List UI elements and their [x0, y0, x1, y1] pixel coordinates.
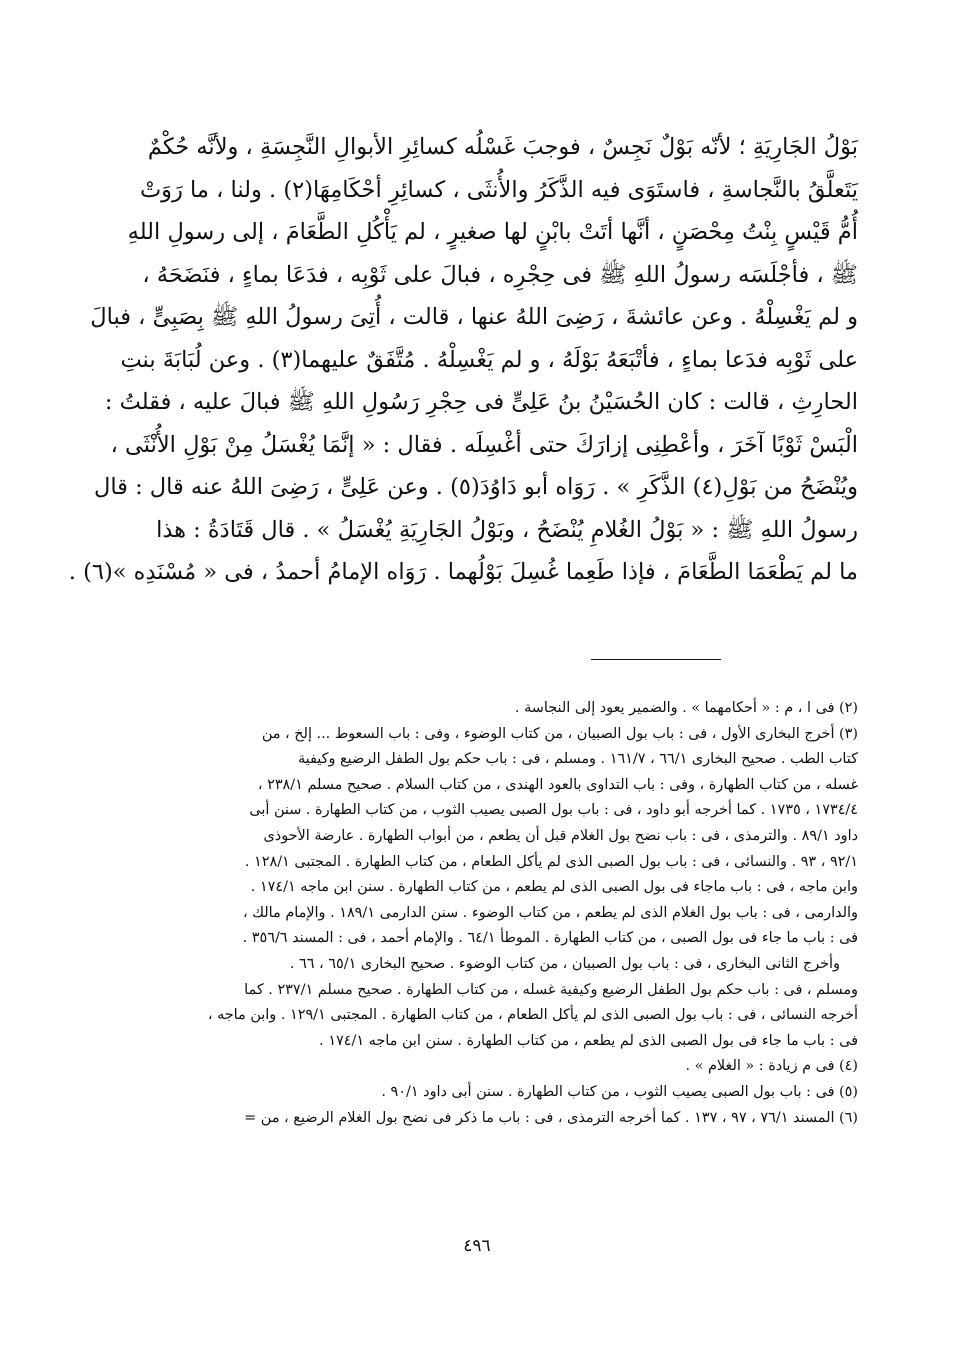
footnote-line: وأخرج الثانى البخارى ، فى : باب بول الصبيان ، من كتاب الوضوء . صحيح البخارى ٦٥/١ ، ٦٦ .	[289, 955, 840, 972]
footnote-line: فى : باب ما جاء فى بول الصبى ، من كتاب الطهارة . الموطأ ٦٤/١ . والإمام أحمد ، فى : المسند ٣٥٦/٦ .	[242, 930, 858, 947]
footnote-line: ٩٢/١ ، ٩٣ . والنسائى ، فى : باب بول الصبى الذى لم يأكل الطعام ، من كتاب الطهارة . المجتبى ١٢٨/١ .	[244, 853, 858, 870]
footnote-line: كتاب الطب . صحيح البخارى ٦٦/١ ، ١٦١/٧ . ومسلم ، فى : باب حكم بول الطفل الرضيع وكيفية	[297, 751, 858, 768]
footnotes-block	[128, 696, 858, 1131]
main-text-line: ما لم يَطْعَمَا الطَّعَامَ ، فإذا طَعِما غُسِلَ بَوْلُهما . رَوَاه الإمامُ أحمدُ ، فى « مُسْنَدِه »(٦) .	[68, 559, 858, 585]
main-text-line: رسولُ اللهِ ﷺ : « بَوْلُ الغُلامِ يُنْضَحُ ، وبَوْلُ الجَارِيَةِ يُغْسَلُ » . قال قَتَادَةُ : هذا	[156, 516, 858, 543]
footnote-line: ومسلم ، فى : باب حكم بول الطفل الرضيع وكيفية غسله ، من كتاب الطهارة . صحيح مسلم ٢٣٧/١ . كما	[244, 981, 858, 998]
footnote-line: (٤) فى م زيادة : « الغلام » .	[685, 1058, 858, 1075]
main-text-line: يَتَعلَّقُ بالنَّجاسةِ ، فاستَوَى فيه الذَّكَرُ والأُنثَى ، كسائِرِ أحْكَامِهَا(٢) . ولنا ، ما رَوَتْ	[139, 176, 858, 203]
footnote-line: داود ٨٩/١ . والترمذى ، فى : باب نضح بول الغلام قبل أن يطعم ، من أبواب الطهارة . عارضة الأحوذى	[263, 827, 858, 844]
main-text-line: بَوْلُ الجَارِيَةِ ؛ لأنّه بَوْلٌ نَجِسٌ ، فوجبَ غَسْلُه كسائِرِ الأبوالِ النَّجِسَةِ ، ولأنَّه حُكْمٌ	[147, 134, 858, 160]
footnote-line: ١٧٣٤/٤ ، ١٧٣٥ . كما أخرجه أبو داود ، فى : باب بول الصبى يصيب الثوب ، من كتاب الطهارة . سنن أبى	[249, 802, 858, 819]
footnote-line: والدارمى ، فى : باب بول الغلام الذى لم يطعم ، من كتاب الوضوء . سنن الدارمى ١٨٩/١ . والإمام مالك ،	[242, 904, 858, 921]
footnote-line: (٥) فى : باب بول الصبى يصيب الثوب ، من كتاب الطهارة . سنن أبى داود ٩٠/١ .	[381, 1083, 858, 1100]
footnote-line: غسله ، من كتاب الطهارة ، وفى : باب التداوى بالعود الهندى ، من كتاب السلام . صحيح مسلم ٢٣٨/١ ،	[257, 776, 858, 793]
footnote-line: وابن ماجه ، فى : باب ماجاء فى بول الصبى الذى لم يطعم ، من كتاب الطهارة . سنن ابن ماجه ١٧٤/١ .	[250, 879, 858, 896]
footnote-line: فى : باب ما جاء فى بول الصبى الذى لم يطعم ، من كتاب الطهارة . سنن ابن ماجه ١٧٤/١ .	[319, 1032, 858, 1049]
main-text-line: ويُنْضَحُ من بَوْلِ(٤) الذَّكَرِ » . رَوَاه أبو دَاوُدَ(٥) . وعن عَلِىٍّ ، رَضِىَ اللهُ عنه قال : قال	[93, 474, 858, 500]
footnote-line: (٣) أخرج البخارى الأول ، فى : باب بول الصبيان ، من كتاب الوضوء ، وفى : باب السعوط ... إلخ ، من	[261, 725, 858, 742]
main-text-line: الحارِثِ ، قالت : كان الحُسَيْنُ بنُ عَلِىٍّ فى حِجْرِ رَسُولِ اللهِ ﷺ فبالَ عليه ، فقلتُ :	[104, 389, 858, 415]
main-text-line: ﷺ ، فأجْلَسَه رسولُ اللهِ ﷺ فى حِجْرِه ، فبالَ على ثَوْبِه ، فدَعَا بماءٍ ، فنَضَحَهُ ،	[142, 261, 858, 288]
main-text-line: و لم يَغْسِلْهُ . وعن عائشةَ ، رَضِىَ اللهُ عنها ، قالت ، أُتِىَ رسولُ اللهِ ﷺ بِصَبِىٍّ ، فبالَ	[90, 304, 858, 330]
main-text-line: أُمُّ قَيْسٍ بِنْتُ مِحْصَنٍ ، أنَّها أتَتْ بابْنٍ لها صغيرٍ ، لم يَأْكُلِ الطَّعَامَ ، إلى رسولِ اللهِ	[127, 219, 858, 245]
footnote-separator	[591, 659, 721, 660]
main-text-line: الْبَسْ ثَوْبًا آخَرَ ، وأعْطِنِى إزارَكَ حتى أغْسِلَه . فقال : « إنَّمَا يُغْسَلُ مِنْ بَوْلِ الأُنْثَى ،	[110, 431, 858, 458]
page-number: ٤٩٦	[463, 1236, 491, 1256]
main-text-line: على ثَوْبِه فدَعا بماءٍ ، فأتْبَعَهُ بَوْلَهُ ، و لم يَغْسِلْهُ . مُتَّفَقٌ عليهما(٣) . وعن لُبَابَةَ بنتِ	[120, 346, 858, 373]
footnote-line: أخرجه النسائى ، فى : باب بول الصبى الذى لم يأكل الطعام ، من كتاب الطهارة . المجتبى ١٢٩/١ . وابن ماجه ،	[207, 1007, 858, 1024]
main-text-block	[68, 126, 858, 594]
footnote-line: (٦) المسند ٧٦/١ ، ٩٧ ، ١٣٧ . كما أخرجه الترمذى ، فى : باب ما ذكر فى نضح بول الغلام الرضيع ، من =	[244, 1109, 858, 1126]
footnote-line: (٢) فى ا ، م : « أحكامهما » . والضمير يعود إلى النجاسة .	[514, 700, 858, 716]
